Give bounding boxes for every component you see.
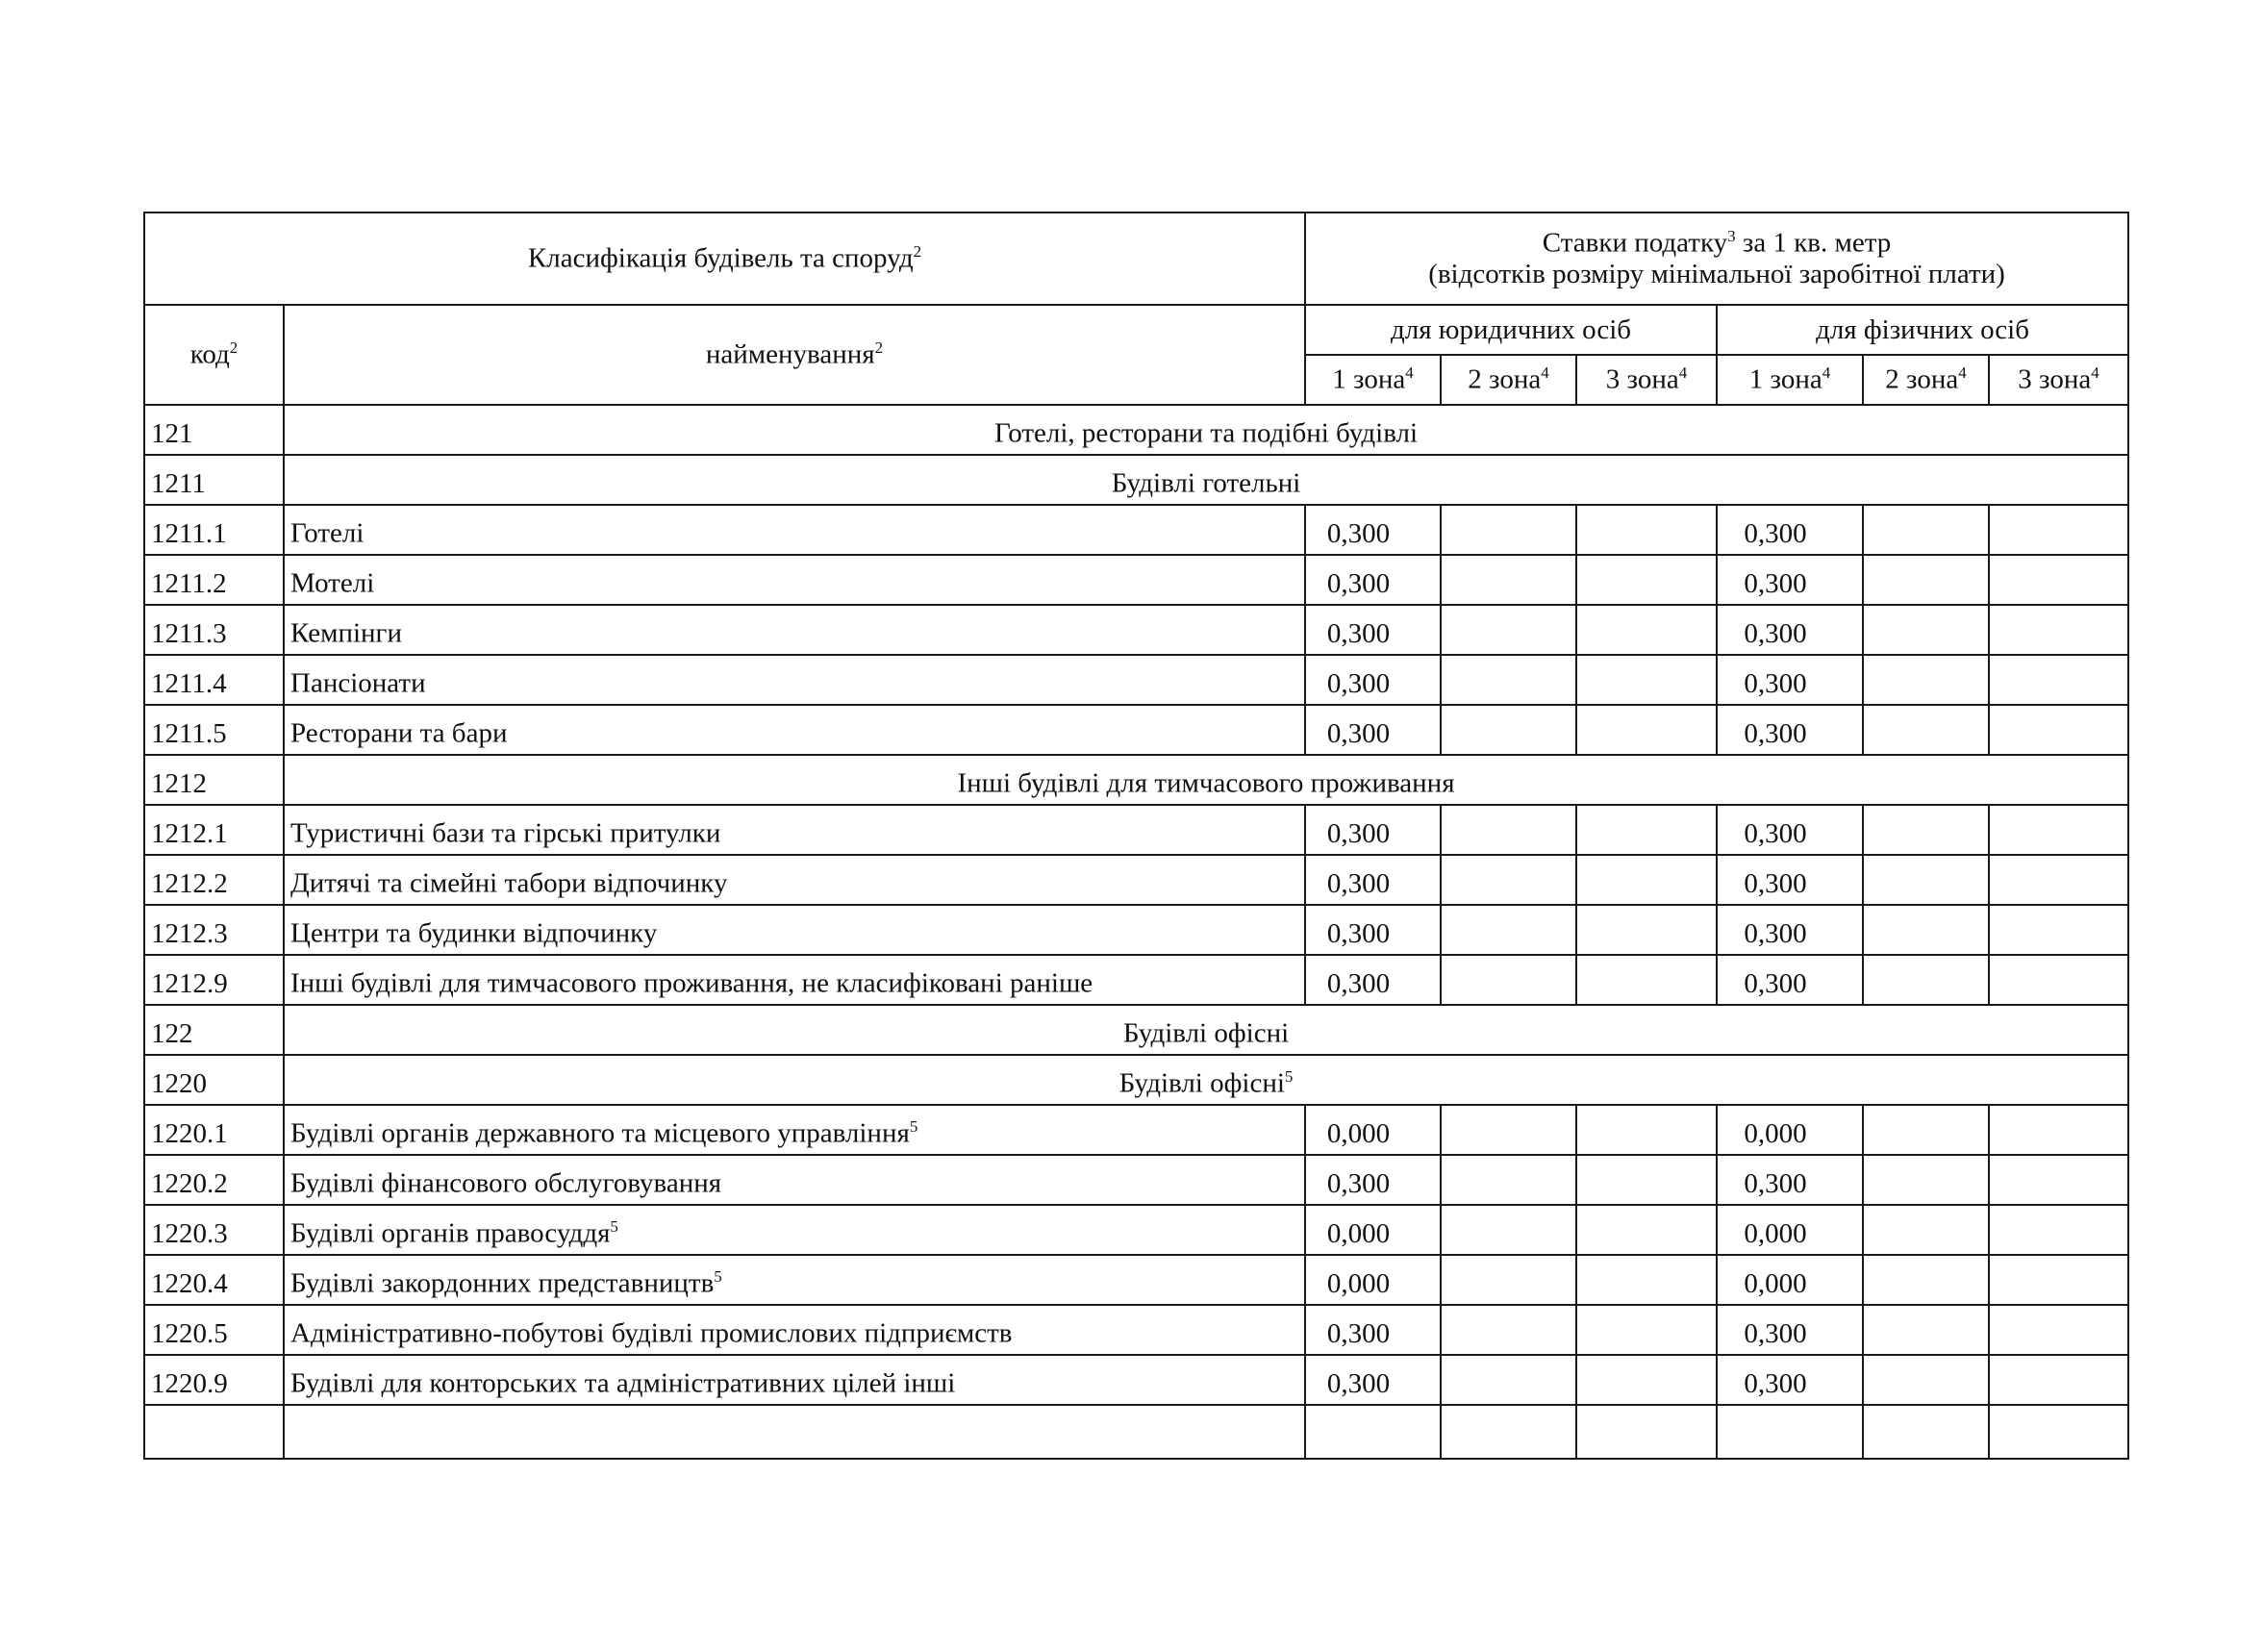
physical-zone-2-rate [1863,505,1989,555]
code-cell: 1220 [144,1055,284,1105]
rates-footnote: 3 [1727,226,1736,245]
code-cell [144,1405,284,1459]
physical-zone-1-rate: 0,300 [1717,955,1863,1005]
table-row [144,505,2128,555]
item-name: Готелі [290,518,364,549]
name-label: найменування [705,338,875,370]
legal-zone-3-rate [1576,955,1717,1005]
name-cell [284,1255,1305,1305]
group-title-cell [284,405,2128,455]
item-name: Адміністративно-побутові будівлі промислових підприємств [290,1318,1013,1349]
code-cell: 1211.1 [144,505,284,555]
zone-footnote: 4 [1541,363,1549,383]
legal-zone-1-rate: 0,300 [1305,1355,1441,1405]
physical-zone-3-rate [1989,855,2128,905]
physical-zone-3-rate [1989,1255,2128,1305]
physical-zone-3-rate [1989,705,2128,755]
tax-rate-table [143,212,2129,1460]
physical-zone-3-rate [1989,1205,2128,1255]
legal-zone-1-rate: 0,300 [1305,605,1441,655]
physical-zone-2-rate [1863,1405,1989,1459]
legal-zone-2-rate [1441,805,1576,855]
physical-zone-3-rate [1989,905,2128,955]
physical-zone-1-rate: 0,300 [1717,1305,1863,1355]
item-name: Будівлі для конторських та адміністративних цілей інші [290,1368,956,1399]
legal-zone-3-rate [1576,605,1717,655]
code-cell: 1211 [144,455,284,505]
table-header [144,213,2128,405]
legal-zone-2-rate [1441,605,1576,655]
physical-zone-3-rate [1989,655,2128,705]
rates-title: Ставки податку [1542,227,1728,259]
table-row [144,1155,2128,1205]
item-name: Ресторани та бари [290,718,508,749]
zone-label: 3 зона [2018,363,2092,395]
name-cell [284,855,1305,905]
legal-zone-3-rate [1576,505,1717,555]
code-cell: 1212.2 [144,855,284,905]
physical-zone-1-rate: 0,300 [1717,805,1863,855]
legal-zone-2-header [1441,355,1576,405]
physical-zone-1-rate: 0,000 [1717,1205,1863,1255]
code-cell: 1220.1 [144,1105,284,1155]
rates-header [1305,213,2128,305]
code-cell: 1211.2 [144,555,284,605]
name-cell [284,1355,1305,1405]
legal-zone-1-rate: 0,300 [1305,1305,1441,1355]
code-header [144,305,284,405]
physical-zone-2-rate [1863,1255,1989,1305]
legal-zone-1-rate: 0,000 [1305,1105,1441,1155]
item-footnote: 5 [714,1267,722,1287]
physical-zone-2-header [1863,355,1989,405]
legal-zone-1-rate: 0,300 [1305,705,1441,755]
physical-zone-2-rate [1863,955,1989,1005]
item-name: Будівлі органів державного та місцевого управління [290,1118,910,1149]
name-cell [284,1305,1305,1355]
zone-footnote: 4 [1678,363,1688,383]
legal-zone-2-rate [1441,505,1576,555]
physical-zone-3-rate [1989,805,2128,855]
legal-zone-3-rate [1576,1155,1717,1205]
physical-zone-1-rate [1717,1405,1863,1459]
physical-zone-3-rate [1989,1105,2128,1155]
code-cell: 1220.3 [144,1205,284,1255]
legal-zone-3-rate [1576,555,1717,605]
name-cell [284,805,1305,855]
physical-zone-1-header [1717,355,1863,405]
legal-zone-2-rate [1441,1305,1576,1355]
name-cell [284,905,1305,955]
legal-zone-1-rate: 0,300 [1305,655,1441,705]
physical-zone-1-rate: 0,000 [1717,1105,1863,1155]
physical-zone-2-rate [1863,655,1989,705]
group-title-cell [284,455,2128,505]
legal-zone-1-rate: 0,300 [1305,905,1441,955]
zone-label: 1 зона [1332,363,1406,395]
table-row [144,655,2128,705]
rates-subtitle: (відсотків розміру мінімальної заробітної плати) [1428,259,2005,290]
legal-zone-1-rate: 0,300 [1305,555,1441,605]
legal-zone-3-rate [1576,655,1717,705]
item-name: Центри та будинки відпочинку [290,918,658,949]
legal-zone-2-rate [1441,1105,1576,1155]
legal-zone-1-rate: 0,300 [1305,1155,1441,1205]
physical-zone-2-rate [1863,1205,1989,1255]
physical-zone-1-rate: 0,300 [1717,605,1863,655]
item-name: Будівлі закордонних представництв [290,1268,715,1299]
physical-zone-3-header [1989,355,2128,405]
physical-zone-1-rate: 0,300 [1717,705,1863,755]
legal-zone-3-rate [1576,905,1717,955]
zone-footnote: 4 [1958,363,1967,383]
item-name: Будівлі органів правосуддя [290,1218,611,1249]
group-title-cell [284,1055,2128,1105]
physical-zone-2-rate [1863,1305,1989,1355]
legal-zone-3-rate [1576,1205,1717,1255]
physical-zone-2-rate [1863,705,1989,755]
table-group-row [144,405,2128,455]
legal-entities-header: для юридичних осіб [1305,305,1717,355]
code-cell: 1220.9 [144,1355,284,1405]
legal-zone-1-rate: 0,300 [1305,955,1441,1005]
code-cell: 1211.5 [144,705,284,755]
table-group-row [144,455,2128,505]
table-row [144,605,2128,655]
legal-zone-1-rate: 0,300 [1305,805,1441,855]
physical-zone-3-rate [1989,1355,2128,1405]
physical-zone-3-rate [1989,955,2128,1005]
physical-zone-2-rate [1863,555,1989,605]
code-cell: 1212 [144,755,284,805]
legal-zone-2-rate [1441,905,1576,955]
item-name: Будівлі фінансового обслуговування [290,1168,722,1199]
table-row [144,855,2128,905]
item-name: Кемпінги [290,618,402,649]
legal-zone-2-rate [1441,1405,1576,1459]
zone-label: 3 зона [1605,363,1679,395]
physical-zone-2-rate [1863,1105,1989,1155]
rates-title-unit: за 1 кв. метр [1735,227,1892,259]
name-cell [284,605,1305,655]
table-row [144,905,2128,955]
individuals-header: для фізичних осіб [1717,305,2128,355]
physical-zone-2-rate [1863,855,1989,905]
physical-zone-3-rate [1989,505,2128,555]
group-title: Будівлі офісні [1118,1068,1285,1099]
legal-zone-3-rate [1576,705,1717,755]
physical-zone-3-rate [1989,1405,2128,1459]
name-cell [284,1155,1305,1205]
legal-zone-2-rate [1441,1355,1576,1405]
legal-zone-1-rate: 0,000 [1305,1255,1441,1305]
legal-zone-2-rate [1441,1255,1576,1305]
code-cell: 1220.2 [144,1155,284,1205]
legal-zone-3-rate [1576,1255,1717,1305]
classification-title: Класифікація будівель та споруд [527,242,914,274]
table-group-row [144,1055,2128,1105]
table-row [144,955,2128,1005]
code-cell: 1211.3 [144,605,284,655]
legal-zone-2-rate [1441,705,1576,755]
name-cell [284,505,1305,555]
physical-zone-3-rate [1989,1155,2128,1205]
name-cell [284,655,1305,705]
physical-zone-1-rate: 0,300 [1717,555,1863,605]
group-title-cell [284,1005,2128,1055]
code-cell: 1212.9 [144,955,284,1005]
name-footnote: 2 [874,338,884,358]
physical-zone-2-rate [1863,605,1989,655]
name-cell [284,1105,1305,1155]
legal-zone-1-rate: 0,000 [1305,1205,1441,1255]
group-title: Будівлі готельні [1111,468,1301,499]
physical-zone-2-rate [1863,905,1989,955]
zone-label: 2 зона [1468,363,1542,395]
item-name: Інші будівлі для тимчасового проживання, не класифіковані раніше [290,968,1093,999]
table-body [144,405,2128,1459]
table-row [144,555,2128,605]
zone-footnote: 4 [1405,363,1414,383]
table-row [144,705,2128,755]
table-row [144,1205,2128,1255]
code-cell: 121 [144,405,284,455]
legal-zone-2-rate [1441,855,1576,905]
legal-zone-3-rate [1576,855,1717,905]
group-title-cell [284,755,2128,805]
group-title: Готелі, ресторани та подібні будівлі [994,418,1419,449]
item-footnote: 5 [909,1117,918,1137]
legal-zone-1-rate [1305,1405,1441,1459]
name-header [284,305,1305,405]
code-footnote: 2 [229,338,239,358]
legal-zone-2-rate [1441,1205,1576,1255]
legal-zone-1-rate: 0,300 [1305,505,1441,555]
name-cell [284,705,1305,755]
classification-footnote: 2 [913,242,922,262]
item-name: Дитячі та сімейні табори відпочинку [290,868,728,899]
physical-zone-1-rate: 0,300 [1717,905,1863,955]
code-cell: 1212.3 [144,905,284,955]
item-name: Туристичні бази та гірські притулки [290,818,721,849]
physical-zone-1-rate: 0,300 [1717,505,1863,555]
code-cell: 1211.4 [144,655,284,705]
legal-zone-2-rate [1441,1155,1576,1205]
legal-zone-3-header [1576,355,1717,405]
physical-zone-2-rate [1863,805,1989,855]
group-title: Інші будівлі для тимчасового проживання [957,768,1455,799]
table-row [144,805,2128,855]
item-name: Пансіонати [290,668,426,699]
table-row [144,1255,2128,1305]
physical-zone-3-rate [1989,1305,2128,1355]
table-group-row [144,1005,2128,1055]
code-cell: 1212.1 [144,805,284,855]
group-footnote: 5 [1284,1067,1294,1087]
table-group-row [144,755,2128,805]
zone-footnote: 4 [1822,363,1831,383]
group-title: Будівлі офісні [1122,1018,1290,1049]
physical-zone-1-rate: 0,300 [1717,1155,1863,1205]
item-footnote: 5 [610,1217,618,1237]
physical-zone-2-rate [1863,1155,1989,1205]
legal-zone-1-rate: 0,300 [1305,855,1441,905]
code-cell: 1220.4 [144,1255,284,1305]
legal-zone-1-header [1305,355,1441,405]
table-row [144,1105,2128,1155]
legal-zone-3-rate [1576,1305,1717,1355]
table-row [144,1405,2128,1459]
zone-footnote: 4 [2091,363,2099,383]
physical-zone-1-rate: 0,300 [1717,855,1863,905]
name-cell [284,555,1305,605]
physical-zone-3-rate [1989,605,2128,655]
name-cell [284,1405,1305,1459]
legal-zone-3-rate [1576,1355,1717,1405]
physical-zone-2-rate [1863,1355,1989,1405]
legal-zone-3-rate [1576,1405,1717,1459]
name-cell [284,955,1305,1005]
code-cell: 1220.5 [144,1305,284,1355]
legal-zone-2-rate [1441,655,1576,705]
tax-rate-table-sheet [143,212,2127,1460]
physical-zone-1-rate: 0,300 [1717,1355,1863,1405]
table-row [144,1355,2128,1405]
physical-zone-1-rate: 0,300 [1717,655,1863,705]
physical-zone-3-rate [1989,555,2128,605]
legal-zone-3-rate [1576,1105,1717,1155]
zone-label: 2 зона [1885,363,1959,395]
item-name: Мотелі [290,568,375,599]
name-cell [284,1205,1305,1255]
legal-zone-2-rate [1441,955,1576,1005]
code-cell: 122 [144,1005,284,1055]
classification-header [144,213,1305,305]
legal-zone-3-rate [1576,805,1717,855]
zone-label: 1 зона [1748,363,1822,395]
legal-zone-2-rate [1441,555,1576,605]
code-label: код [189,338,230,370]
table-row [144,1305,2128,1355]
physical-zone-1-rate: 0,000 [1717,1255,1863,1305]
